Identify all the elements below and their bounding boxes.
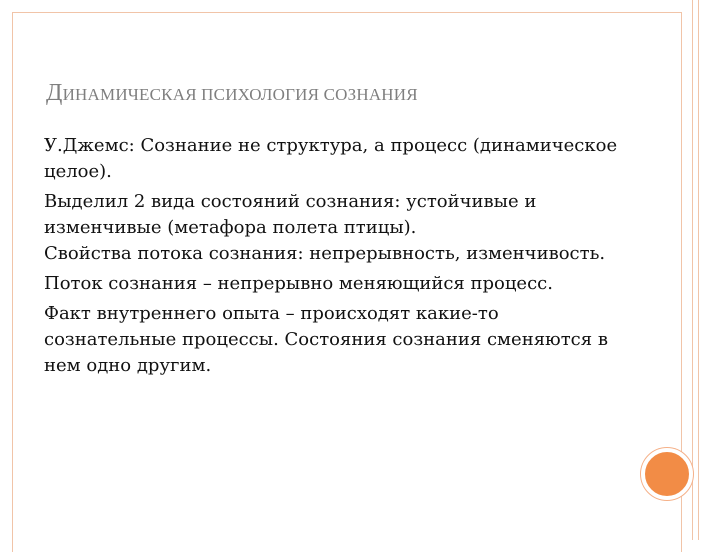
paragraph: Свойства потока сознания: непрерывность, изменчивость. <box>44 243 606 264</box>
slide-body <box>44 133 634 383</box>
title-rest: ИНАМИЧЕСКАЯ ПСИХОЛОГИЯ СОЗНАНИЯ <box>62 85 418 104</box>
paragraph: У.Джемс: Сознание не структура, а процесс (динамическое целое). <box>44 135 618 182</box>
title-initial: Д <box>46 80 63 106</box>
decorative-circle <box>641 448 693 500</box>
paragraph: Выделил 2 вида состояний сознания: устойчивые и изменчивые (метафора полета птицы). <box>44 191 537 238</box>
paragraph: Факт внутреннего опыта – происходят какие-то сознательные процессы. Состояния сознания сменяются в нем одно другим. <box>44 303 608 376</box>
slide-title <box>46 80 418 107</box>
decorative-line <box>692 0 693 540</box>
decorative-line <box>698 0 699 540</box>
paragraph: Поток сознания – непрерывно меняющийся процесс. <box>44 273 553 294</box>
